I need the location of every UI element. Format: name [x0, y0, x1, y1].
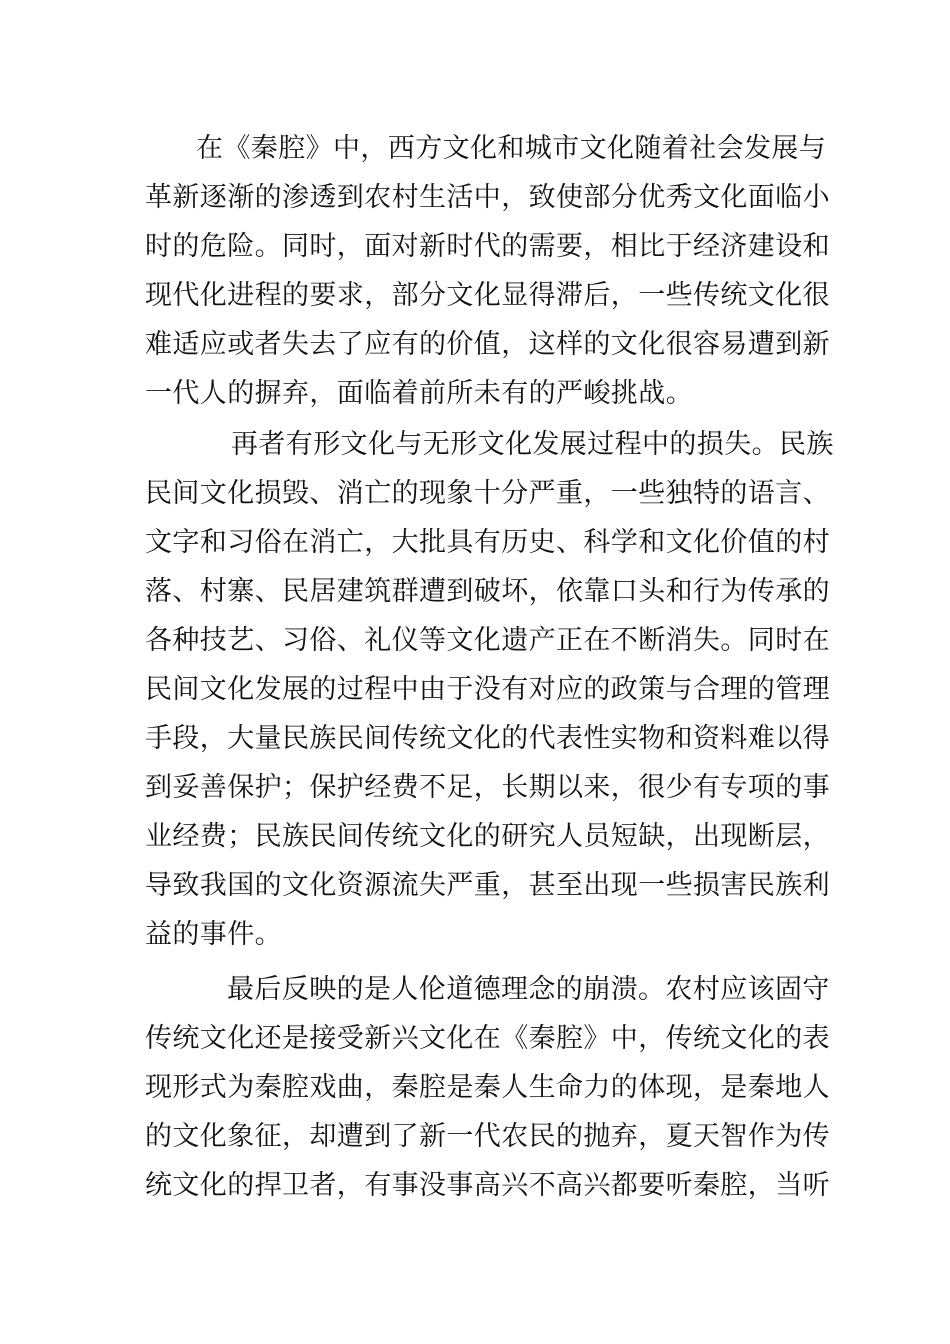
text-line: 民间文化发展的过程中由于没有对应的政策与合理的管理 [145, 674, 830, 705]
text-line: 时的危险。同时，面对新时代的需要，相比于经济建设和 [145, 231, 830, 262]
text-line: 导致我国的文化资源流失严重，甚至出现一些损害民族利 [145, 870, 830, 901]
text-line: 文字和习俗在消亡，大批具有历史、科学和文化价值的村 [145, 527, 830, 558]
text-line: 难适应或者失去了应有的价值，这样的文化很容易遭到新 [145, 329, 830, 360]
text-line: 现形式为秦腔戏曲，秦腔是秦人生命力的体现，是秦地人 [145, 1072, 830, 1103]
text-line: 统文化的捍卫者，有事没事高兴不高兴都要听秦腔，当听 [145, 1170, 830, 1201]
text-line: 的文化象征，却遭到了新一代农民的抛弃，夏天智作为传 [145, 1121, 830, 1152]
text-line: 再者有形文化与无形文化发展过程中的损失。民族 [231, 429, 834, 460]
text-line: 革新逐渐的渗透到农村生活中，致使部分优秀文化面临小 [145, 182, 830, 213]
text-line: 最后反映的是人伦道德理念的崩溃。农村应该固守 [227, 974, 830, 1005]
paragraph-3 [145, 969, 830, 1214]
text-line: 民间文化损毁、消亡的现象十分严重，一些独特的语言、 [145, 478, 830, 509]
text-line: 业经费；民族民间传统文化的研究人员短缺，出现断层， [145, 821, 830, 852]
text-line: 落、村寨、民居建筑群遭到破坏，依靠口头和行为传承的 [145, 576, 830, 607]
text-line: 益的事件。 [145, 919, 282, 950]
text-line: 在《秦腔》中，西方文化和城市文化随着社会发展与 [196, 133, 827, 164]
paragraph-1 [145, 128, 830, 422]
text-line: 手段，大量民族民间传统文化的代表性实物和资料难以得 [145, 723, 830, 754]
text-line: 各种技艺、习俗、礼仪等文化遗产正在不断消失。同时在 [145, 625, 830, 656]
text-line: 到妥善保护；保护经费不足，长期以来，很少有专项的事 [145, 772, 830, 803]
paragraph-2 [145, 424, 834, 963]
text-line: 现代化进程的要求，部分文化显得滞后，一些传统文化很 [145, 280, 830, 311]
document-body [145, 128, 834, 1214]
text-line: 传统文化还是接受新兴文化在《秦腔》中，传统文化的表 [145, 1023, 830, 1054]
text-line: 一代人的摒弃，面临着前所未有的严峻挑战。 [145, 378, 693, 409]
